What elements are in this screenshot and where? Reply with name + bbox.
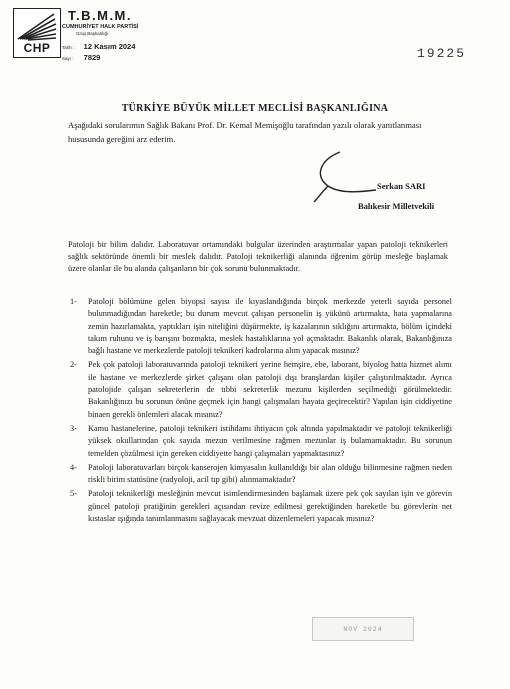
date-value: 12 Kasım 2024 [83,42,136,51]
logo-text: CHP [23,41,51,55]
received-stamp: NOV 2024 [312,617,414,641]
question-item [68,488,452,525]
question-text: Patoloji laboratuvarları birçok kanserojen kimyasalın kullanıldığı bir alan olduğu bilinmesine rağmen neden riskli birim statüsüne (radyoloji, acil tıp gibi) alınmamaktadır? [88,462,452,485]
question-number: 2- [70,360,77,370]
party-name: CUMHURİYET HALK PARTİSİ [62,24,139,30]
document-number: 19225 [417,46,467,61]
date-row [62,42,135,51]
org-title: T.B.M.M. [68,8,132,23]
signer-title: Balıkesir Milletvekili [358,201,435,211]
question-item [68,423,452,460]
intro-paragraph: Aşağıdaki sorularımın Sağlık Bakanı Prof. Dr. Kemal Memişoğlu tarafından yazılı olarak yanıtlanması hususunda gereğini arz ederim. [68,120,422,144]
number-row [62,53,100,62]
question-number: 5- [70,489,77,499]
chp-logo [13,8,61,58]
question-number: 4- [70,462,77,472]
six-arrows-icon [14,9,60,43]
letterhead [62,8,138,36]
question-text: Patoloji teknikerliği mesleğinin mevcut isimlendirmesinden başlamak üzere pek çok sayılan işin ve görevin güncel patoloji pratiğinin gerekleri açısından revize edilmesi gerektiğinden hareketle bu görevlerin net kıstaslar ışığında tanımlanmasını sağlayacak mevzuat düzenlemeleri yapacak mısınız? [88,489,452,524]
question-text: Patoloji bölümüne gelen biyopsi sayısı ile kıyaslandığında birçok merkezde yeterli sayıda personel bulunmadığından hareketle; bu durum mevcut çalışan personelin iş yükünü artırmakta, hata yapmalarına zemin hazırlamakta, yaptıkları işin niteliğini düşürmekte, iş kazalarının sıklığını artırmakta, bölüm içindeki takım ruhunu ve iş barışını bozmakta, meslek hastalıklarına yol açmaktadır. Bakanlık olarak, Bakanlığınıza bağlı hastane ve merkezlerde patoloji teknikeri kadrolarına alım yapacak mısınız? [88,297,452,356]
body-paragraph: Patoloji bir bilim dalıdır. Laboratuvar ortamındaki bulgular üzerinden araştırmalar yapan patoloji teknikerleri sağlık sektöründe önemli bir meslek dalıdır. Patoloji teknikerliği alanında öğrenim görüp mesleğe başlamak üzere olanlar ile bu alanda çalışanların bir çok sorunu bulunmaktadır. [68,240,448,274]
document-title: TÜRKİYE BÜYÜK MİLLET MECLİSİ BAŞKANLIĞINA [121,103,389,114]
question-text: Pek çok patoloji laboratuvarında patoloji teknikeri yerine hemşire, ebe, laborant, biyolog hatta hizmet alımı ile hastane ve merkezlerde şirket çalışanı olan patoloji dışı branşlardan kişiler çalıştırılmaktadır. Ayrıca patolojide çalışan sekreterlerin de tıbbi sekreterlik mezunu kişilerden seçilmediği görülmektedir. Bakanlığınızı bu sorunun önüne geçmek için hangi çalışmaları hayata geçirecektir? Yapılan işin ciddiyetine binaen gerekli önlemleri alacak mısınız? [88,360,452,419]
question-number: 1- [70,297,77,306]
department-name: Grup Başkanlığı [76,31,109,36]
number-value: 7829 [83,53,101,62]
date-label: Tarih : [62,45,75,50]
question-list [68,296,452,527]
question-number: 3- [70,423,77,433]
question-text: Kamu hastanelerine, patoloji teknikeri istihdamı ihtiyacın çok altında yapılmaktadır ve patoloji teknikerliği yüksek okullarından çok sayıda mezun verilmesine rağmen mezunlar iş bulamamaktadır. Bu sorunun temelden çözülmesi için gereken ciddiyette hangi çalışmaları yapmaktasınız? [88,423,452,458]
question-item [68,296,452,357]
signer-name: Serkan SARI [377,181,426,191]
question-item [68,359,452,420]
signature-icon [300,146,380,206]
number-label: Sayı : [62,56,74,61]
question-item [68,462,452,487]
